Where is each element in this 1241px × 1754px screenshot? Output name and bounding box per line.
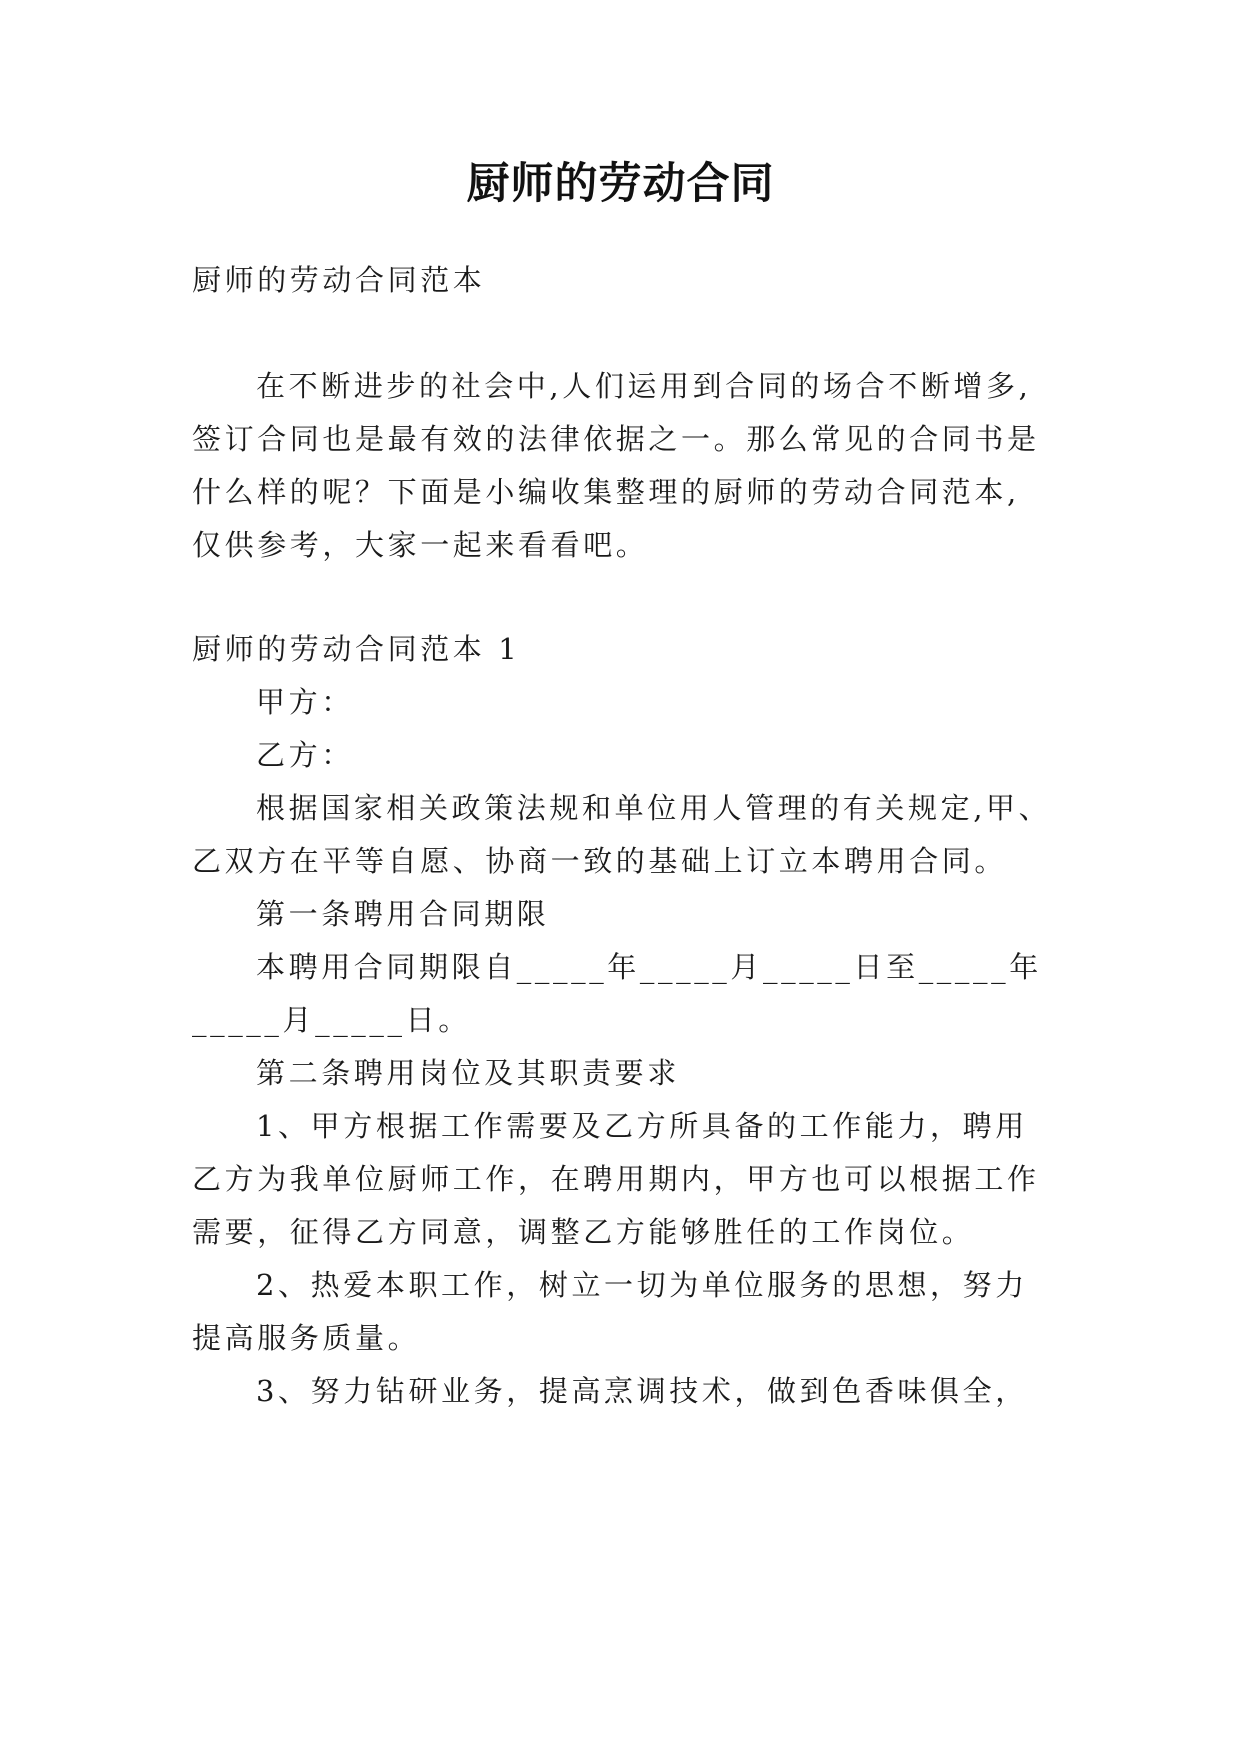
intro-paragraph-line-2: 签订合同也是最有效的法律依据之一。那么常见的合同书是 xyxy=(192,422,1040,456)
clause-1-line-1: 1、甲方根据工作需要及乙方所具备的工作能力，聘用 xyxy=(256,1109,1028,1143)
section-heading: 厨师的劳动合同范本 1 xyxy=(192,632,521,666)
clause-1-line-3: 需要，征得乙方同意，调整乙方能够胜任的工作岗位。 xyxy=(192,1215,975,1249)
party-b-line: 乙方： xyxy=(256,738,354,772)
clause-1-line-2: 乙方为我单位厨师工作，在聘用期内，甲方也可以根据工作 xyxy=(192,1162,1040,1196)
party-a-line: 甲方： xyxy=(256,685,354,719)
clause-3-line-1: 3、努力钻研业务，提高烹调技术，做到色香味俱全， xyxy=(256,1374,1028,1408)
article-1-text-line-1: 本聘用合同期限自_____年_____月_____日至_____年 xyxy=(256,950,1042,984)
clause-2-line-2: 提高服务质量。 xyxy=(192,1321,421,1355)
document-title: 厨师的劳动合同 xyxy=(466,159,775,209)
intro-paragraph-line-3: 什么样的呢？下面是小编收集整理的厨师的劳动合同范本, xyxy=(192,475,1020,509)
article-2-heading: 第二条聘用岗位及其职责要求 xyxy=(256,1056,680,1090)
article-1-text-line-2: _____月_____日。 xyxy=(192,1003,471,1037)
article-1-heading: 第一条聘用合同期限 xyxy=(256,897,550,931)
preamble-line-1: 根据国家相关政策法规和单位用人管理的有关规定,甲、 xyxy=(256,791,1052,825)
clause-2-line-1: 2、热爱本职工作，树立一切为单位服务的思想，努力 xyxy=(256,1268,1028,1302)
intro-paragraph-line-4: 仅供参考，大家一起来看看吧。 xyxy=(192,528,649,562)
preamble-line-2: 乙双方在平等自愿、协商一致的基础上订立本聘用合同。 xyxy=(192,844,1008,878)
intro-paragraph-line-1: 在不断进步的社会中,人们运用到合同的场合不断增多, xyxy=(256,369,1032,403)
subtitle-line: 厨师的劳动合同范本 xyxy=(192,263,486,297)
